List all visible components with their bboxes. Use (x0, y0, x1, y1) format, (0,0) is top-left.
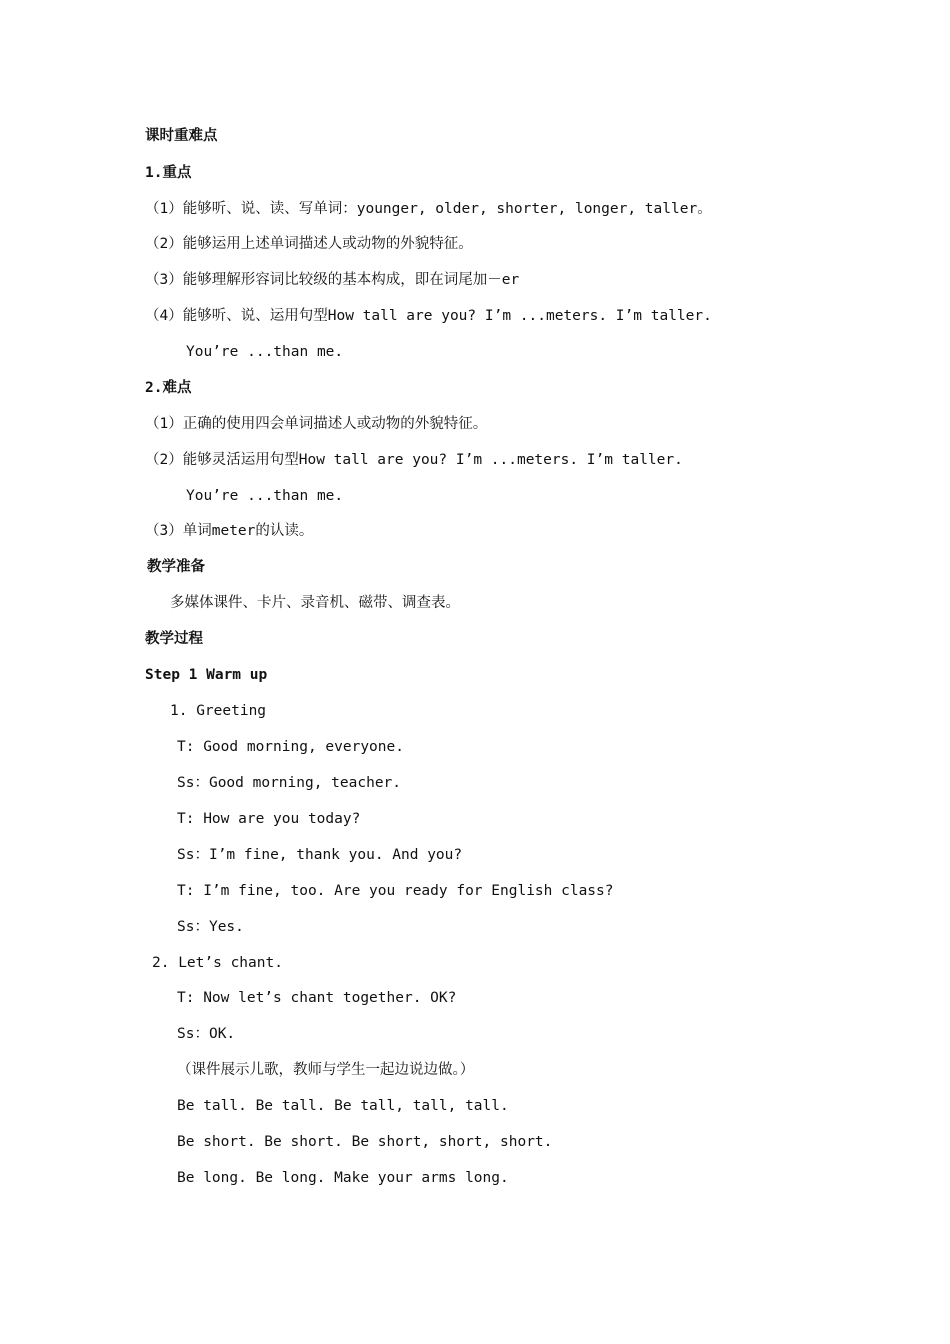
focus-item: （3）能够理解形容词比较级的基本构成，即在词尾加－er (145, 272, 520, 288)
preparation-text: 多媒体课件、卡片、录音机、磁带、调查表。 (170, 595, 460, 611)
step1-line: Ss：I’m fine, thank you. And you? (177, 847, 463, 863)
step1-line: T: How are you today? (177, 811, 361, 827)
step1-line: Ss：Good morning, teacher. (177, 775, 402, 791)
step1-line: Ss：Yes. (177, 919, 244, 935)
difficulty-item: （1）正确的使用四会单词描述人或动物的外貌特征。 (145, 416, 488, 432)
step1-line: 1. Greeting (170, 703, 267, 719)
step1-line: T: Now let’s chant together. OK? (177, 990, 457, 1006)
step1-heading: Step 1 Warm up (145, 667, 268, 683)
key-points-heading: 课时重难点 (145, 128, 218, 144)
step1-line: 2. Let’s chant. (152, 955, 283, 971)
step1-line: T: I’m fine, too. Are you ready for English class? (177, 883, 614, 899)
focus-item: （4）能够听、说、运用句型How tall are you? I’m ...meters. I’m taller. (145, 308, 712, 324)
step1-line: Be tall. Be tall. Be tall, tall, tall. (177, 1098, 509, 1114)
preparation-heading: 教学准备 (147, 559, 205, 575)
process-heading: 教学过程 (145, 631, 203, 647)
focus-item-continuation: You’re ...than me. (186, 344, 344, 360)
step1-line: T: Good morning, everyone. (177, 739, 404, 755)
difficulty-item-continuation: You’re ...than me. (186, 488, 344, 504)
focus-item: （2）能够运用上述单词描述人或动物的外貌特征。 (145, 236, 473, 252)
focus-item: （1）能够听、说、读、写单词：younger, older, shorter, longer, taller。 (145, 201, 712, 217)
step1-line: Be long. Be long. Make your arms long. (177, 1170, 509, 1186)
difficulty-item: （2）能够灵活运用句型How tall are you? I’m ...meters. I’m taller. (145, 452, 683, 468)
focus-heading: 1.重点 (145, 165, 192, 181)
step1-line: Be short. Be short. Be short, short, short. (177, 1134, 553, 1150)
step1-line: Ss：OK. (177, 1026, 236, 1042)
difficulty-heading: 2.难点 (145, 380, 192, 396)
step1-line: （课件展示儿歌，教师与学生一起边说边做。） (177, 1062, 475, 1078)
difficulty-item: （3）单词meter的认读。 (145, 523, 314, 539)
